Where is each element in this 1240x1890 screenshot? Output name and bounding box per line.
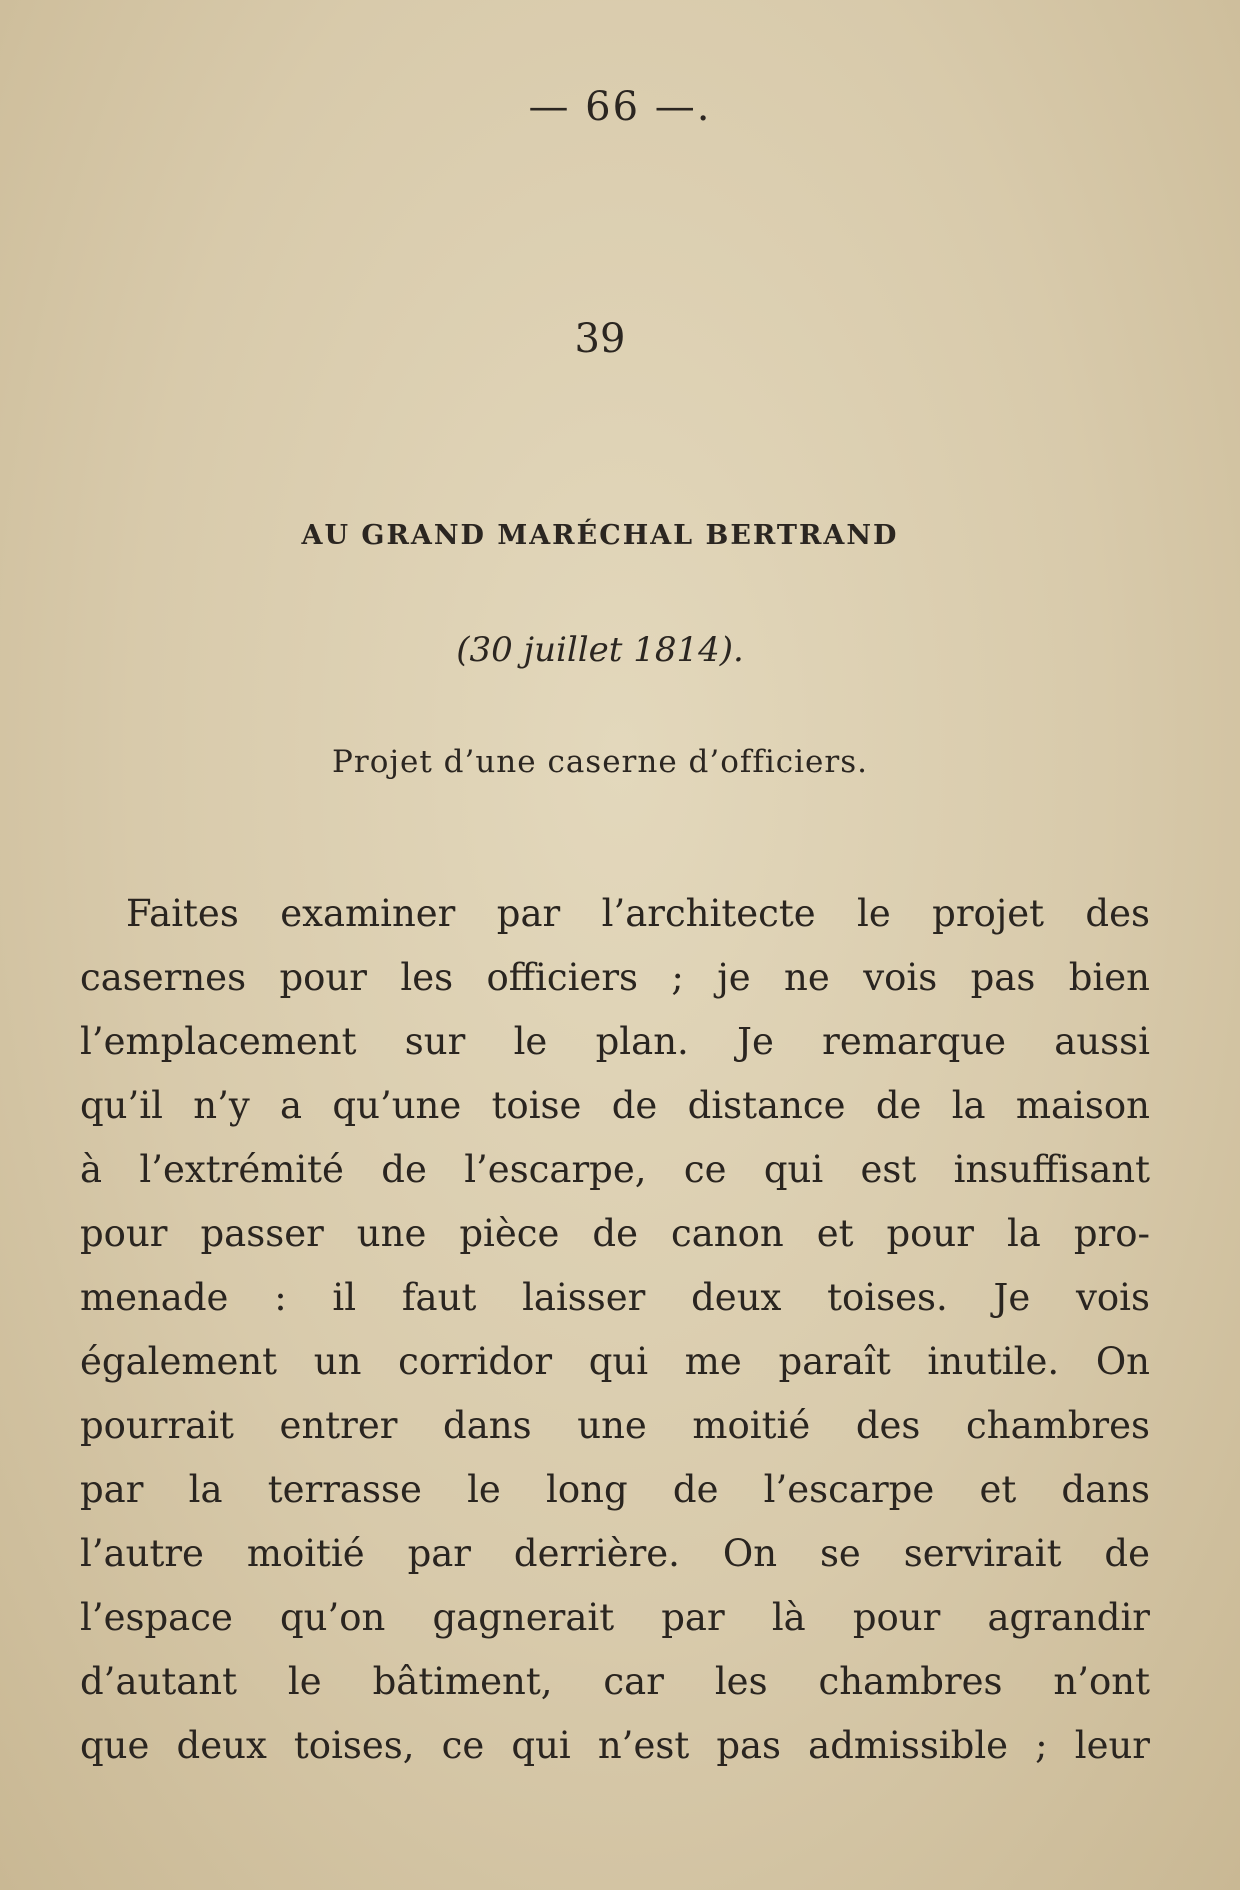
letter-subject: Projet d’une caserne d’officiers. [332, 744, 868, 780]
body-line: pour passer une pièce de canon et pour la pro- [80, 1212, 1150, 1255]
page-number: — 66 —. [528, 84, 712, 130]
body-line: l’emplacement sur le plan. Je remarque aussi [80, 1020, 1150, 1063]
body-line: l’espace qu’on gagnerait par là pour agrandir [80, 1596, 1150, 1639]
body-line: que deux toises, ce qui n’est pas admissible ; leur [80, 1724, 1150, 1767]
body-line: Faites examiner par l’architecte le projet des [126, 892, 1150, 935]
body-line: casernes pour les officiers ; je ne vois pas bien [80, 956, 1150, 999]
body-line: qu’il n’y a qu’une toise de distance de la maison [80, 1084, 1150, 1127]
body-line: l’autre moitié par derrière. On se servirait de [80, 1532, 1150, 1575]
body-line: d’autant le bâtiment, car les chambres n’ont [80, 1660, 1150, 1703]
letter-date: (30 juillet 1814). [456, 630, 744, 670]
body-line: menade : il faut laisser deux toises. Je vois [80, 1276, 1150, 1319]
body-line: également un corridor qui me paraît inutile. On [80, 1340, 1150, 1383]
letter-number: 39 [574, 316, 626, 362]
letter-body [80, 882, 1150, 1778]
body-line: à l’extrémité de l’escarpe, ce qui est insuffisant [80, 1148, 1150, 1191]
letter-recipient-heading: AU GRAND MARÉCHAL BERTRAND [301, 520, 899, 551]
body-line: par la terrasse le long de l’escarpe et dans [80, 1468, 1150, 1511]
body-line: pourrait entrer dans une moitié des chambres [80, 1404, 1150, 1447]
